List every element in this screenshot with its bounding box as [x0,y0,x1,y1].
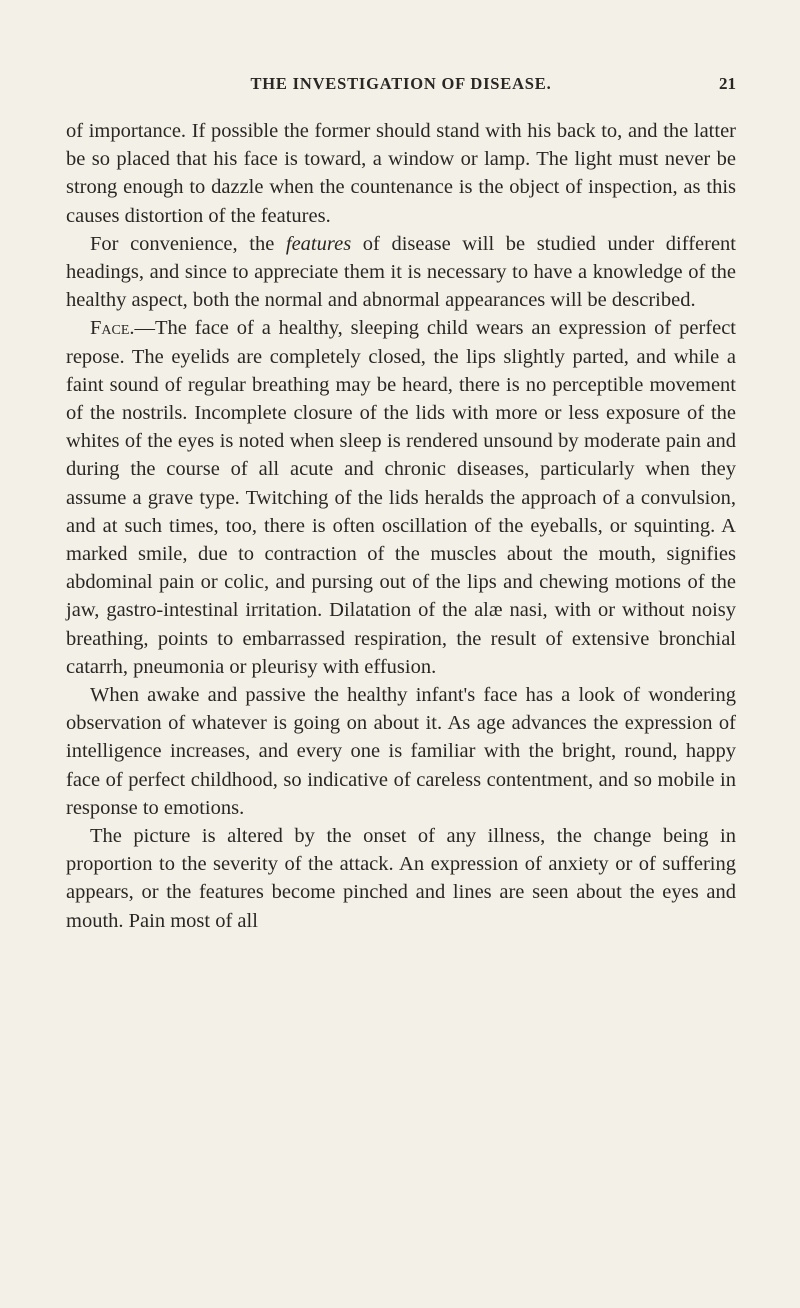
section-lead-face: Face. [90,317,135,340]
paragraph-face [66,314,736,681]
paragraph-text-after: of disease will be studied under different headings, and since to appreciate them it is necessary to have a knowledge of the healthy aspect, both the normal and abnormal appearances will be described. [66,232,736,312]
paragraph-continuation [66,117,736,230]
paragraph-text-before: For convenience, the [90,232,286,255]
paragraph-illness [66,822,736,935]
italic-term: features [285,232,352,255]
page-number: 21 [719,74,736,93]
paragraph-features [66,230,736,315]
paragraph-text: —The face of a healthy, sleeping child wears an expression of perfect repose. The eyelids are completely closed, the lips slightly parted, and while a faint sound of regular breathing may be heard, there is no perceptible movement of the nostrils. Incomplete closure of the lids with more or less exposure of the whites of the eyes is noted when sleep is rendered unsound by moderate pain and during the course of all acute and chronic diseases, particularly when they assume a grave type. Twitching of the lids heralds the approach of a convulsion, and at such times, too, there is often oscillation of the eyeballs, or squinting. A marked smile, due to contraction of the muscles about the mouth, signifies abdominal pain or colic, and pursing out of the lips and chewing motions of the jaw, gastro-intestinal irritation. Dilatation of the alæ nasi, with or without noisy breathing, points to embarrassed respiration, the result of extensive bronchial catarrh, pneumonia or pleurisy with effusion. [66,317,736,678]
running-title: THE INVESTIGATION OF DISEASE. [250,74,552,93]
paragraph-awake [66,681,736,822]
paragraph-text: The picture is altered by the onset of any illness, the change being in proportion to the severity of the attack. An expression of anxiety or of suffering appears, or the features become pinched and lines are seen about the eyes and mouth. Pain most of all [66,825,736,932]
body-text [66,117,736,935]
paragraph-text: of importance. If possible the former should stand with his back to, and the latter be so placed that his face is toward, a window or lamp. The light must never be strong enough to dazzle when the countenance is the object of inspection, as this causes distortion of the features. [66,120,736,227]
paragraph-text: When awake and passive the healthy infant's face has a look of wondering observation of whatever is going on about it. As age advances the expression of intelligence increases, and every one is familiar with the bright, round, happy face of perfect childhood, so indicative of careless contentment, and so mobile in response to emotions. [66,684,736,819]
running-head [66,74,736,98]
